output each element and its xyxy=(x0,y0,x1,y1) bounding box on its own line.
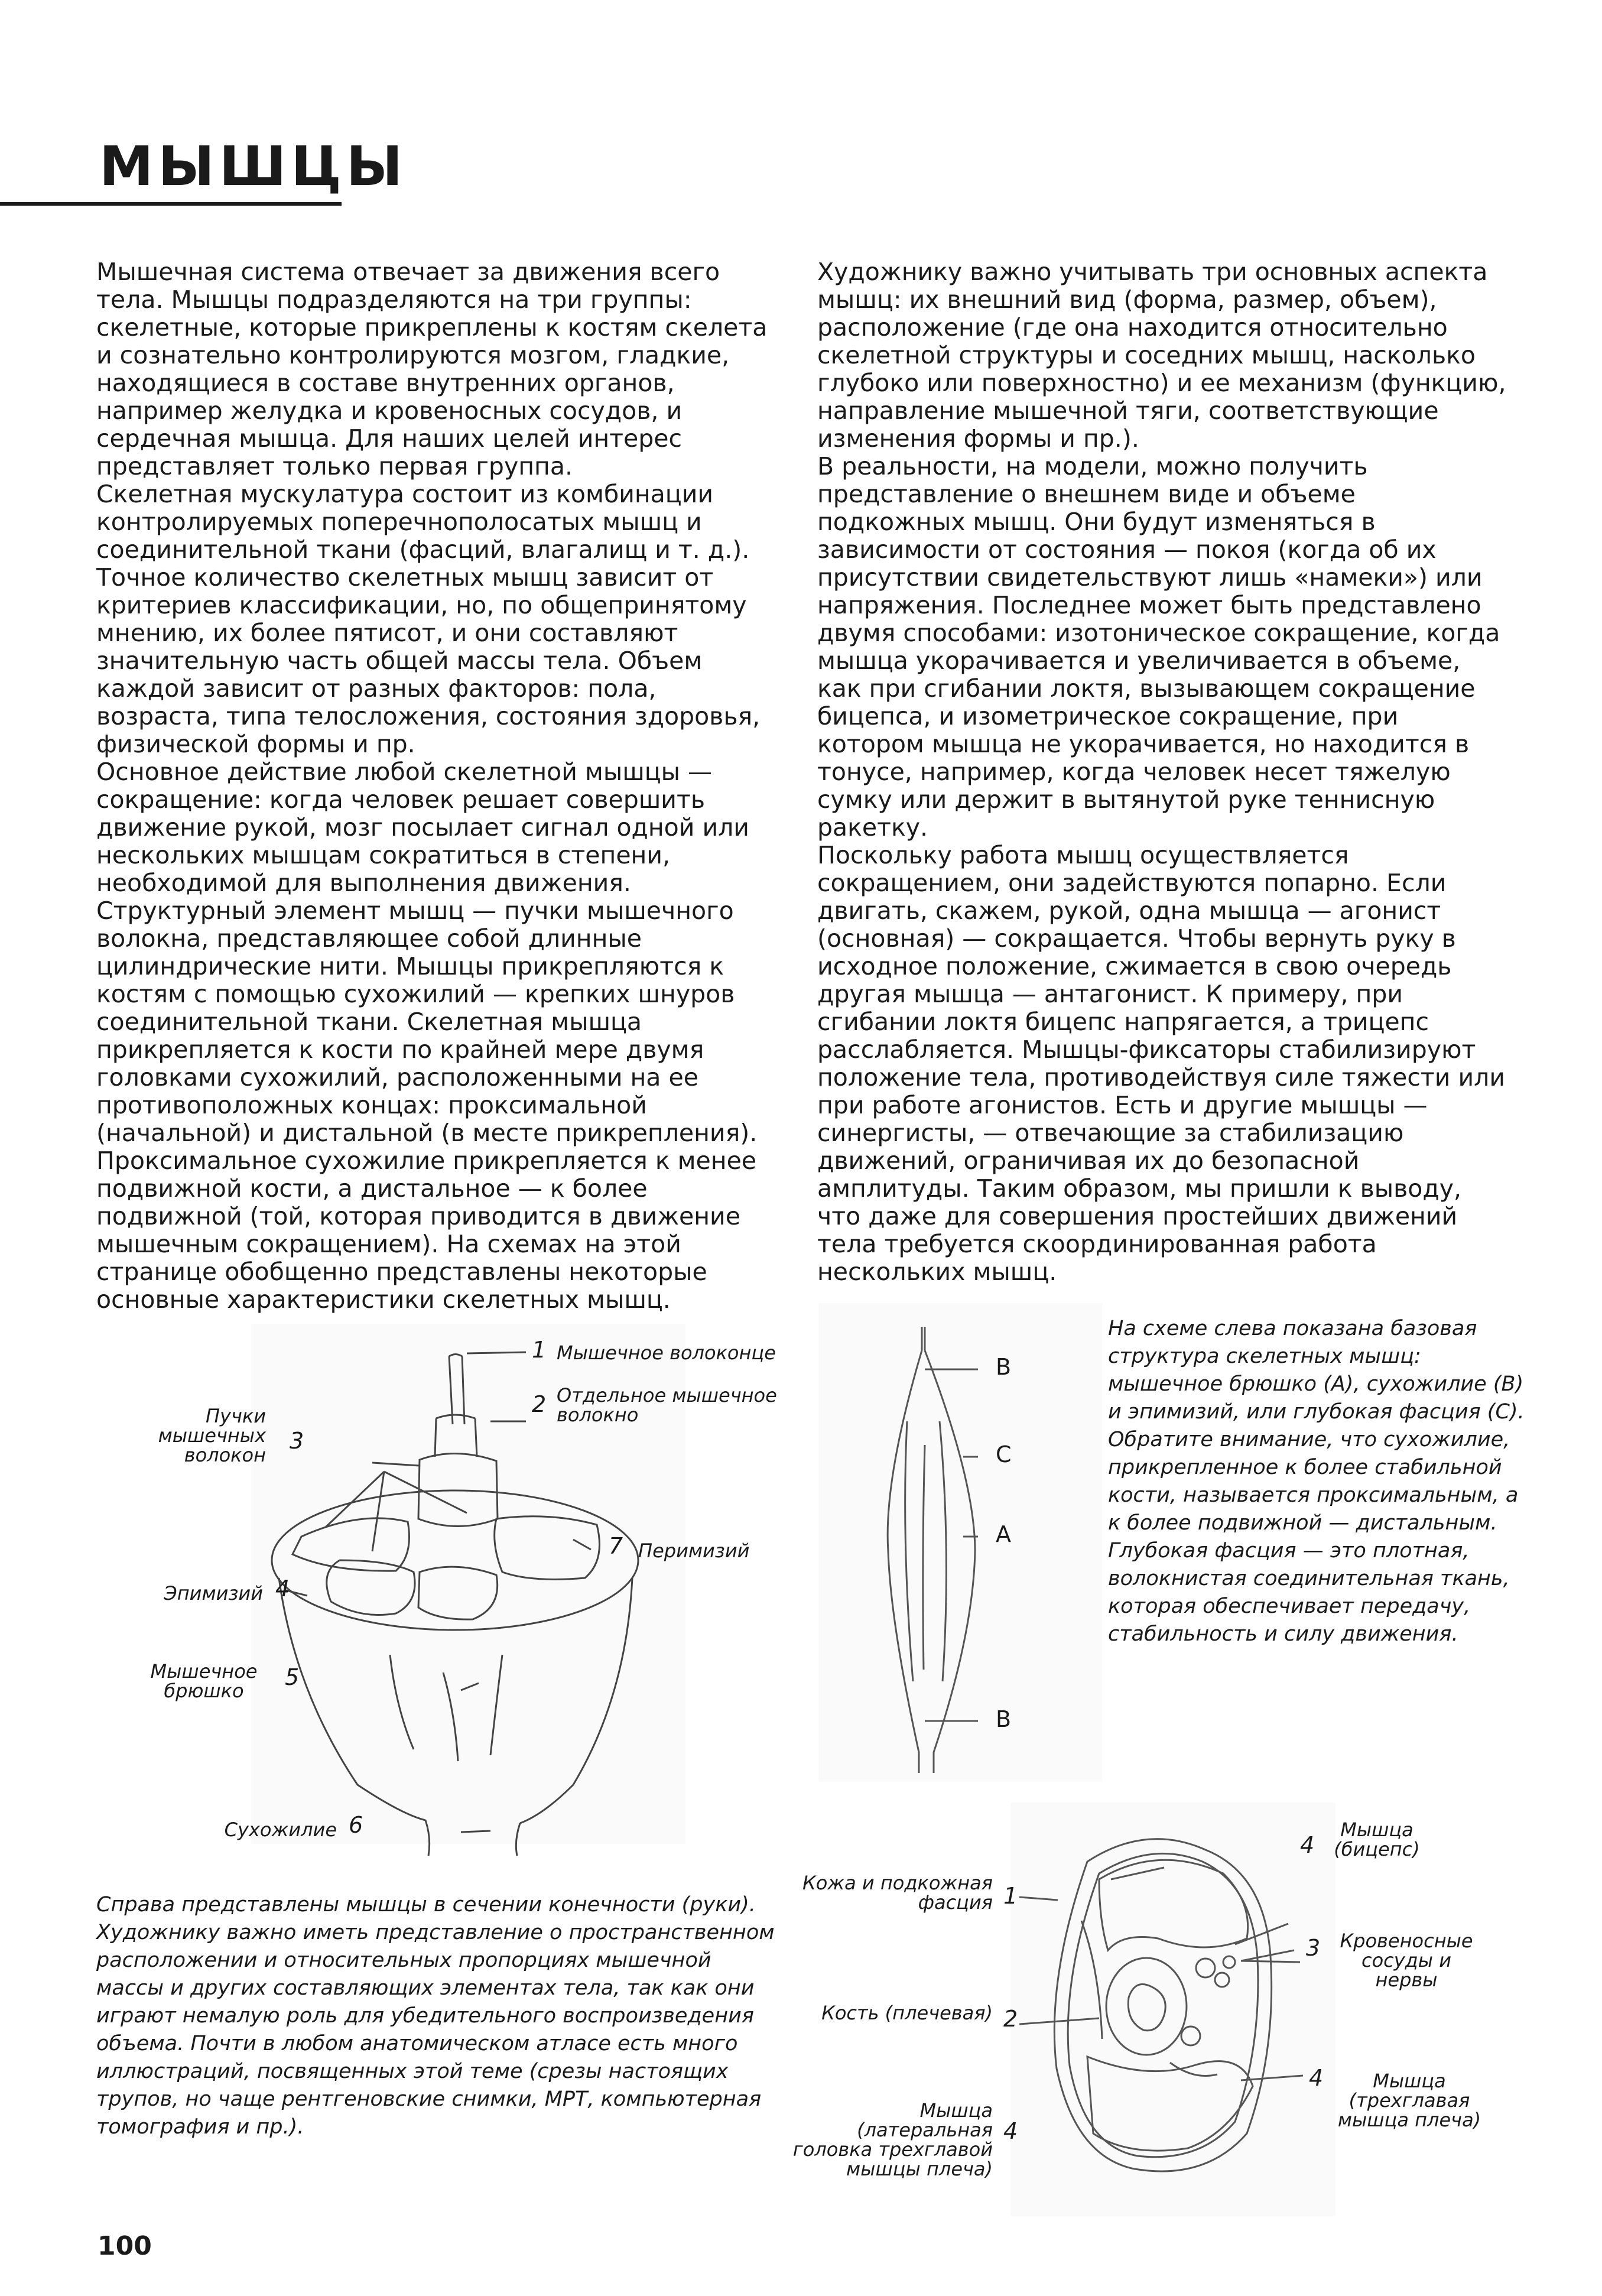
label-biceps: Мышца (бицепс) xyxy=(1334,1818,1420,1860)
letter-c: C xyxy=(996,1441,1012,1467)
letter-b-top: B xyxy=(996,1354,1012,1380)
basic-structure-figure xyxy=(818,1303,1563,1788)
right-text-column xyxy=(817,258,1507,1286)
section-number: 4 xyxy=(1300,1832,1315,1858)
right-paragraph: Художнику важно учитывать три основных аспекта мышц: их внешний вид (форма, размер, объем), расположение (где она находится относительно скелетной структуры и соседних мышц, насколько глубоко или поверхностно) и ее механизм (функцию, направление мышечной тяги, соответствующие изменения формы и пр.). xyxy=(817,258,1506,453)
label-perimysium: Перимизий xyxy=(638,1540,750,1562)
label-number: 4 xyxy=(275,1576,290,1602)
muscle-structure-figure xyxy=(136,1324,798,1856)
label-fiber-small: Мышечное волоконце xyxy=(557,1342,776,1364)
left-text-column xyxy=(96,258,782,1314)
label-triceps: Мышца (трехглавая мышца плеча) xyxy=(1337,2070,1481,2131)
page-title: МЫШЦЫ xyxy=(99,135,408,198)
cross-section-caption: Справа представлены мышцы в сечении конечности (руки). Художнику важно иметь представление о пространственном расположении и относительных пропорциях мышечной массы и других составляющих элементах тела, так как они играют немалую роль для убедительного воспроизведения объема. Почти в любом анатомическом атласе есть много иллюстраций, посвященных этой теме (срезы настоящих трупов, но чаще рентгеновские снимки, МРТ, компьютерная томография и пр.). xyxy=(96,1893,775,2139)
left-paragraph: Мышечная система отвечает за движения всего тела. Мышцы подразделяются на три группы: скелетные, которые прикреплены к костям скелета и сознательно контролируются мозгом, гладкие, находящиеся в составе внутренних органов, например желудка и кровеносных сосудов, и сердечная мышца. Для наших целей интерес представляет только первая группа. xyxy=(96,258,768,480)
label-bone: Кость (плечевая) xyxy=(821,2002,993,2024)
label-vessels: Кровеносные сосуды и нервы xyxy=(1340,1930,1473,1991)
section-number: 2 xyxy=(1003,2006,1018,2032)
label-number: 5 xyxy=(285,1664,300,1690)
label-number: 7 xyxy=(609,1533,623,1559)
label-skin: Кожа и подкожная фасция xyxy=(802,1872,993,1914)
right-paragraph: В реальности, на модели, можно получить представление о внешнем виде и объеме подкожных мышц. Они будут изменяться в зависимости от состояния — покоя (когда об их присутствии свидетельствуют лишь «намеки») или напряжения. Последнее может быть представлено двумя способами: изотоническое сокращение, когда мышца укорачивается и увеличивается в объеме, как при сгибании локтя, вызывающем сокращение бицепса, и изометрическое сокращение, при котором мышца не укорачивается, но находится в тонусе, например, когда человек несет тяжелую сумку или держит в вытянутой руке теннисную ракетку. xyxy=(817,452,1500,842)
section-number: 3 xyxy=(1306,1935,1321,1961)
label-belly: Мышечное брюшко xyxy=(150,1660,258,1702)
label-number: 2 xyxy=(532,1391,547,1417)
left-paragraph: Скелетная мускулатура состоит из комбинации контролируемых поперечнополосатых мышц и соединительной ткани (фасций, влагалищ и т. д.). Точное количество скелетных мышц зависит от критериев классификации, но, по общепринятому мнению, их более пятисот, и они составляют значительную часть общей массы тела. Объем каждой зависит от разных факторов: пола, возраста, типа телосложения, состояния здоровья, физической формы и пр. xyxy=(96,480,761,758)
label-epimysium: Эпимизий xyxy=(164,1582,263,1605)
label-number: 3 xyxy=(290,1428,304,1454)
letter-a: A xyxy=(996,1521,1011,1547)
cross-section-figure xyxy=(780,1803,1584,2216)
right-paragraph: Поскольку работа мышц осуществляется сокращением, они задействуются попарно. Если двигать, скажем, рукой, одна мышца — агонист (основная) — сокращается. Чтобы вернуть руку в исходное положение, сжимается в свою очередь другая мышца — антагонист. К примеру, при сгибании локтя бицепс напрягается, а трицепс расслабляется. Мышцы-фиксаторы стабилизируют положение тела, противодействуя силе тяжести или при работе агонистов. Есть и другие мышцы — синергисты, — отвечающие за стабилизацию движений, ограничивая их до безопасной амплитуды. Таким образом, мы пришли к выводу, что даже для совершения простейших движений тела требуется скоординированная работа нескольких мышц. xyxy=(817,841,1505,1286)
basic-structure-drawing xyxy=(818,1303,1102,1788)
letter-b-bottom: B xyxy=(996,1706,1012,1732)
label-bundles: Пучки мышечных волокон xyxy=(158,1405,266,1466)
basic-structure-caption: На схеме слева показана базовая структура скелетных мышц: мышечное брюшко (A), сухожилие (B) и эпимизий, или глубокая фасция (C). Обратите внимание, что сухожилие, прикрепленное к более стабильной кости, называется проксимальным, а к более подвижной — дистальным. Глубокая фасция — это плотная, волокнистая соединительная ткань, которая обеспечивает передачу, стабильность и силу движения. xyxy=(1108,1317,1525,1646)
label-tendon: Сухожилие xyxy=(224,1818,337,1841)
section-number: 4 xyxy=(1309,2065,1324,2091)
label-lateral-head: Мышца (латеральная головка трехглавой мышцы плеча) xyxy=(792,2099,993,2180)
label-number: 6 xyxy=(349,1812,363,1838)
left-paragraph: Основное действие любой скелетной мышцы — сокращение: когда человек решает совершить движение рукой, мозг посылает сигнал одной или нескольких мышцам сократиться в степени, необходимой для выполнения движения. Структурный элемент мышц — пучки мышечного волокна, представляющее собой длинные цилиндрические нити. Мышцы прикрепляются к костям с помощью сухожилий — крепких шнуров соединительной ткани. Скелетная мышца прикрепляется к кости по крайней мере двумя головками сухожилий, расположенными на ее противоположных концах: проксимальной (начальной) и дистальной (в месте прикрепления). Проксимальное сухожилие прикрепляется к менее подвижной кости, а дистальное — к более подвижной (той, которая приводится в движение мышечным сокращением). На схемах на этой странице обобщенно представлены некоторые основные характеристики скелетных мышц. xyxy=(96,758,758,1314)
section-number: 4 xyxy=(1003,2118,1018,2144)
label-fiber-single: Отдельное мышечное волокно xyxy=(557,1384,777,1426)
page-number: 100 xyxy=(98,2231,152,2261)
title-rule xyxy=(0,202,342,206)
section-number: 1 xyxy=(1003,1883,1018,1909)
label-number: 1 xyxy=(532,1337,547,1363)
